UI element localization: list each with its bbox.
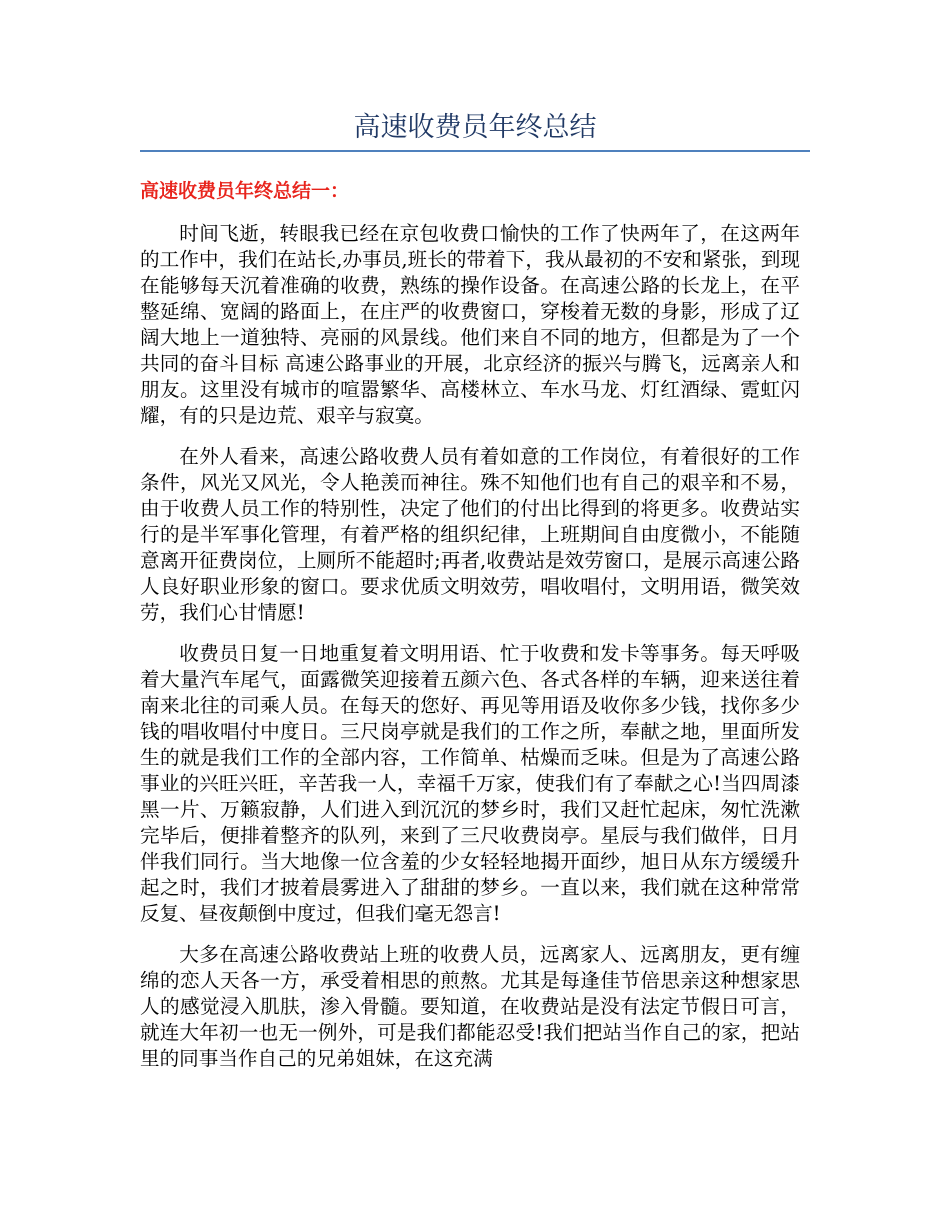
paragraph-3: 收费员日复一日地重复着文明用语、忙于收费和发卡等事务。每天呼吸着大量汽车尾气，面露微笑迎接着五颜六色、各式各样的车辆，迎来送往着南来北往的司乘人员。在每天的您好、再见等用语及收你多少钱，找你多少钱的唱收唱付中度日。三尺岗亭就是我们的工作之所，奉献之地，里面所发生的就是我们工作的全部内容，工作简单、枯燥而乏味。但是为了高速公路事业的兴旺兴旺，辛苦我一人，幸福千万家，使我们有了奉献之心!当四周漆黑一片、万籁寂静，人们进入到沉沉的梦乡时，我们又赶忙起床，匆忙洗漱完毕后，便排着整齐的队列，来到了三尺收费岗亭。星辰与我们做伴，日月伴我们同行。当大地像一位含羞的少女轻轻地揭开面纱，旭日从东方缓缓升起之时，我们才披着晨雾进入了甜甜的梦乡。一直以来，我们就在这种常常反复、昼夜颠倒中度过，但我们毫无怨言! xyxy=(140,642,800,925)
paragraph-1: 时间飞逝，转眼我已经在京包收费口愉快的工作了快两年了，在这两年的工作中，我们在站长,办事员,班长的带着下，我从最初的不安和紧张，到现在能够每天沉着准确的收费，熟练的操作设备。在高速公路的长龙上，在平整延绵、宽阔的路面上，在庄严的收费窗口，穿梭着无数的身影，形成了辽阔大地上一道独特、亮丽的风景线。他们来自不同的地方，但都是为了一个共同的奋斗目标 高速公路事业的开展，北京经济的振兴与腾飞，远离亲人和朋友。这里没有城市的喧嚣繁华、高楼林立、车水马龙、灯红酒绿、霓虹闪耀，有的只是边荒、艰辛与寂寞。 xyxy=(140,222,800,427)
paragraph-4: 大多在高速公路收费站上班的收费人员，远离家人、远离朋友，更有缠绵的恋人天各一方，承受着相思的煎熬。尤其是每逢佳节倍思亲这种想家思人的感觉浸入肌肤，渗入骨髓。要知道，在收费站是没有法定节假日可言，就连大年初一也无一例外，可是我们都能忍受!我们把站当作自己的家，把站里的同事当作自己的兄弟姐妹，在这充满 xyxy=(140,943,800,1070)
document-title: 高速收费员年终总结 xyxy=(353,112,597,143)
document-body xyxy=(140,221,800,1087)
title-divider xyxy=(140,150,810,152)
section-heading: 高速收费员年终总结一： xyxy=(140,180,350,202)
paragraph-2: 在外人看来，高速公路收费人员有着如意的工作岗位，有着很好的工作条件，风光又风光，令人艳羡而神往。殊不知他们也有自己的艰辛和不易，由于收费人员工作的特别性，决定了他们的付出比得到的将更多。收费站实行的是半军事化管理，有着严格的组织纪律，上班期间自由度微小，不能随意离开征费岗位，上厕所不能超时;再者,收费站是效劳窗口，是展示高速公路人良好职业形象的窗口。要求优质文明效劳，唱收唱付，文明用语，微笑效劳，我们心甘情愿! xyxy=(140,445,800,624)
